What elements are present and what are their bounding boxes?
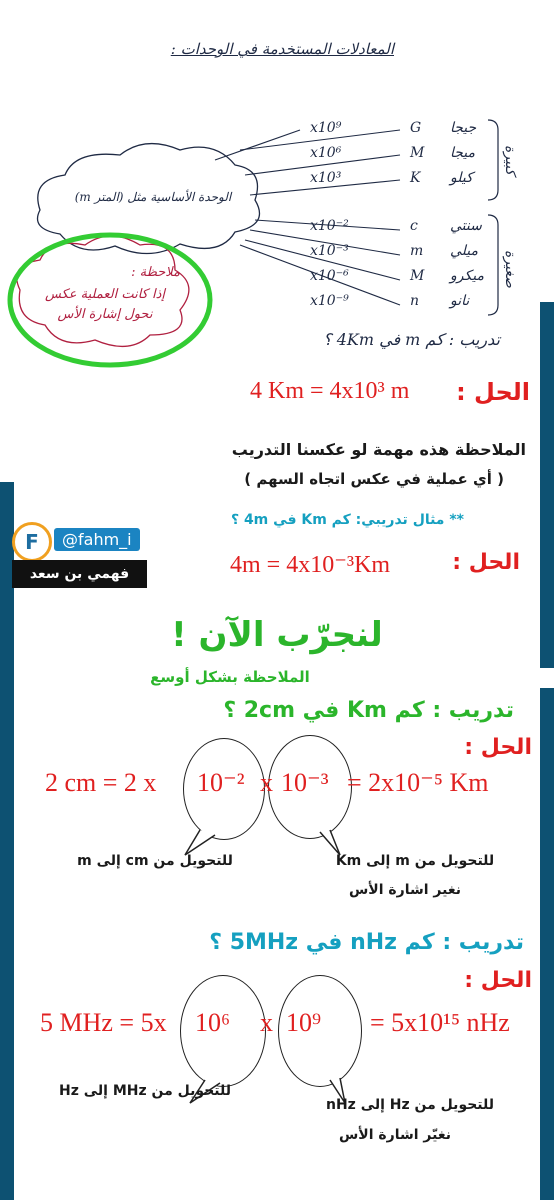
brand-handle — [54, 528, 140, 551]
exercise4-rhs: = 5x10¹⁵ nHz — [370, 1008, 510, 1037]
exercise4-factor2: 10⁹ — [286, 1008, 322, 1037]
prefix-symbol: M — [410, 268, 425, 284]
prefix-name: كيلو — [450, 170, 473, 186]
solution1-row — [30, 378, 530, 418]
solution1-equation: 4 Km = 4x10³ m — [250, 378, 410, 404]
brand-name — [12, 560, 147, 588]
exercise4-note-left: للتحويل من MHz إلى Hz — [59, 1083, 231, 1099]
exercise3-lhs: 2 cm = 2 x — [45, 768, 157, 797]
prefix-symbol: G — [410, 120, 422, 136]
brand-handle-text: @fahm_i — [62, 530, 132, 549]
note-title: ملاحظة : — [131, 265, 180, 280]
exercise3-label: الحل : — [464, 735, 532, 760]
exercise4-equation — [40, 1008, 540, 1048]
try-now-heading: لنجرّب الآن ! — [171, 615, 383, 655]
prefix-row-giga — [310, 120, 490, 136]
prefix-row-micro — [310, 268, 490, 284]
exercise3-note-left: للتحويل من cm إلى m — [77, 853, 233, 869]
brand-name-text: فهمي بن سعد — [29, 566, 130, 582]
prefix-factor: x10⁻³ — [310, 243, 349, 259]
brand-logo — [12, 522, 52, 562]
big-group-label: كبيرة — [502, 145, 518, 176]
prefix-name: ميلي — [450, 243, 479, 259]
exercise3-note-right1: للتحويل من m إلى Km — [335, 853, 495, 869]
exercise3-factor2: 10⁻³ — [281, 768, 329, 797]
exercise3-note-right2: نغير اشارة الأس — [348, 882, 462, 898]
prefix-symbol: m — [410, 243, 424, 259]
prefix-symbol: c — [410, 218, 418, 234]
page-title: المعادلات المستخدمة في الوحدات : — [170, 40, 394, 58]
remark-line1: الملاحظة هذه مهمة لو عكسنا التدريب — [231, 440, 526, 459]
note-body: إذا كانت العملية عكس نحول إشارة الأس — [44, 287, 165, 322]
exercise3-prompt: تدريب : كم Km في 2cm ؟ — [223, 698, 514, 723]
small-group-label: صغيرة — [502, 250, 518, 288]
prefix-factor: x10³ — [310, 170, 342, 186]
exercise4-label: الحل : — [464, 968, 532, 993]
solution1-label: الحل : — [456, 378, 530, 406]
prefix-row-nano — [310, 293, 490, 309]
prefix-name: ميجا — [450, 145, 476, 161]
remark-line2: ( أي عملية في عكس اتجاه السهم ) — [244, 470, 504, 488]
exercise3-equation — [45, 768, 535, 808]
prefix-row-kilo — [310, 170, 490, 186]
exercise4-prompt: تدريب : كم nHz في 5MHz ؟ — [209, 930, 524, 955]
prefix-factor: x10⁻⁶ — [310, 268, 349, 284]
exercise4-lhs: 5 MHz = 5x — [40, 1008, 167, 1037]
exercise4-x: x — [260, 1008, 273, 1037]
example2-equation: 4m = 4x10⁻³Km — [230, 552, 391, 578]
exercise3-factor1: 10⁻² — [197, 768, 245, 797]
exercise3-x: x — [260, 768, 273, 797]
exercise4-note-right2: نغيّر اشارة الأس — [338, 1127, 452, 1143]
prefix-factor: x10⁻² — [310, 218, 349, 234]
prefix-name: سنتي — [450, 218, 482, 234]
base-unit-label: الوحدة الأساسية مثل (المتر m) — [74, 190, 232, 204]
prefix-name: ميكرو — [450, 268, 484, 284]
prefix-symbol: M — [410, 145, 425, 161]
prefix-factor: x10⁹ — [310, 120, 342, 136]
prefix-factor: x10⁻⁹ — [310, 293, 349, 309]
exercise4-factor1: 10⁶ — [195, 1008, 231, 1037]
brand-logo-letter: F — [25, 530, 39, 554]
prefix-row-centi — [310, 218, 490, 234]
prefix-symbol: n — [410, 293, 420, 309]
right-accent-bar-bottom — [540, 688, 554, 1200]
example2-row — [200, 550, 520, 586]
example2-prompt: ** مثال تدريبي: كم Km في 4m ؟ — [230, 512, 464, 528]
exercise3-rhs: = 2x10⁻⁵ Km — [347, 768, 489, 797]
diagram-exercise: تدريب : كم m في 4Km ؟ — [323, 330, 500, 349]
prefix-row-mega — [310, 145, 490, 161]
exercise4-note-right1: للتحويل من Hz إلى nHz — [325, 1097, 494, 1113]
try-now-subheading: الملاحظة بشكل أوسع — [150, 668, 310, 686]
prefix-symbol: K — [410, 170, 421, 186]
prefix-factor: x10⁶ — [310, 145, 342, 161]
prefix-name: جيجا — [450, 120, 477, 136]
example2-label: الحل : — [452, 550, 520, 575]
prefix-row-milli — [310, 243, 490, 259]
prefix-name: نانو — [450, 293, 470, 309]
